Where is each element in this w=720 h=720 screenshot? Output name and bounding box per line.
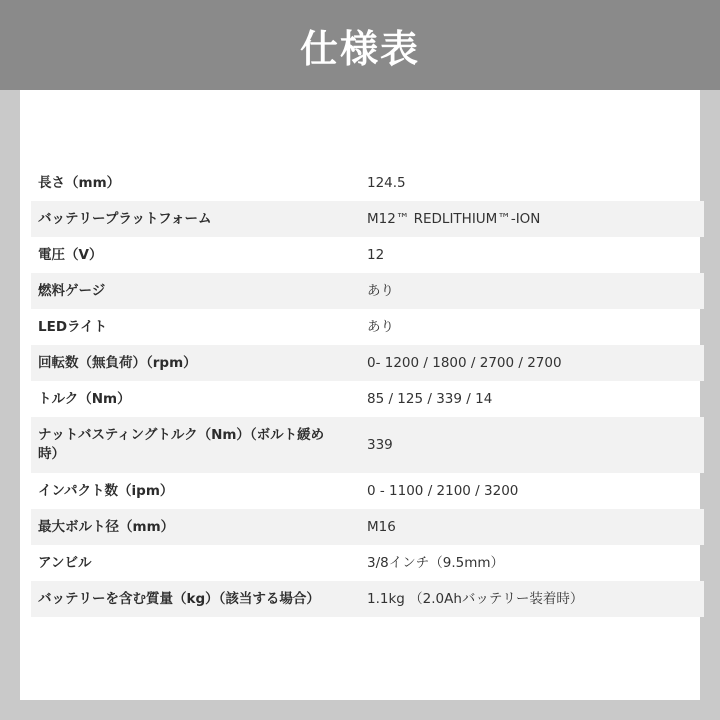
spec-value: 12 xyxy=(367,246,385,263)
spec-row-battery-platform xyxy=(31,201,704,237)
spec-value: 124.5 xyxy=(367,174,406,191)
spec-label: 長さ（mm） xyxy=(38,174,121,191)
spec-value: 0 - 1100 / 2100 / 3200 xyxy=(367,482,519,499)
spec-value: 3/8インチ（9.5mm） xyxy=(367,554,504,571)
spec-row-impacts xyxy=(31,473,704,509)
spec-row-fuel-gauge xyxy=(31,273,704,309)
spec-row-led-light xyxy=(31,309,704,345)
spec-value: M12™ REDLITHIUM™-ION xyxy=(367,210,541,227)
spec-row-rpm xyxy=(31,345,704,381)
spec-label: バッテリーを含む質量（kg）（該当する場合） xyxy=(38,590,320,607)
spec-value: あり xyxy=(367,282,394,299)
spec-label: アンビル xyxy=(38,554,92,571)
spec-label: バッテリープラットフォーム xyxy=(38,210,212,227)
spec-value: 339 xyxy=(367,436,393,453)
spec-panel xyxy=(20,90,700,700)
spec-label: 電圧（V） xyxy=(38,246,103,263)
spec-value: 85 / 125 / 339 / 14 xyxy=(367,390,493,407)
spec-row-anvil xyxy=(31,545,704,581)
spec-value: 1.1kg （2.0Ahバッテリー装着時） xyxy=(367,590,584,607)
spec-label: ナットバスティングトルク（Nm）（ボルト緩め時） xyxy=(38,427,325,462)
page-header xyxy=(0,0,720,90)
page-title: 仕様表 xyxy=(299,26,420,71)
spec-row-max-bolt xyxy=(31,509,704,545)
spec-value: 0- 1200 / 1800 / 2700 / 2700 xyxy=(367,354,562,371)
spec-value: M16 xyxy=(367,518,396,535)
spec-row-length xyxy=(31,165,704,201)
spec-row-weight xyxy=(31,581,704,617)
spec-label: インパクト数（ipm） xyxy=(38,482,174,499)
spec-row-nut-busting-torque xyxy=(31,417,704,473)
spec-label: LEDライト xyxy=(38,318,108,335)
spec-value: あり xyxy=(367,318,394,335)
spec-table xyxy=(31,165,704,617)
spec-label: 燃料ゲージ xyxy=(38,282,106,299)
spec-label: 最大ボルト径（mm） xyxy=(38,518,175,535)
spec-row-voltage xyxy=(31,237,704,273)
spec-label: トルク（Nm） xyxy=(38,390,131,407)
spec-row-torque xyxy=(31,381,704,417)
spec-label: 回転数（無負荷）（rpm） xyxy=(38,354,197,371)
